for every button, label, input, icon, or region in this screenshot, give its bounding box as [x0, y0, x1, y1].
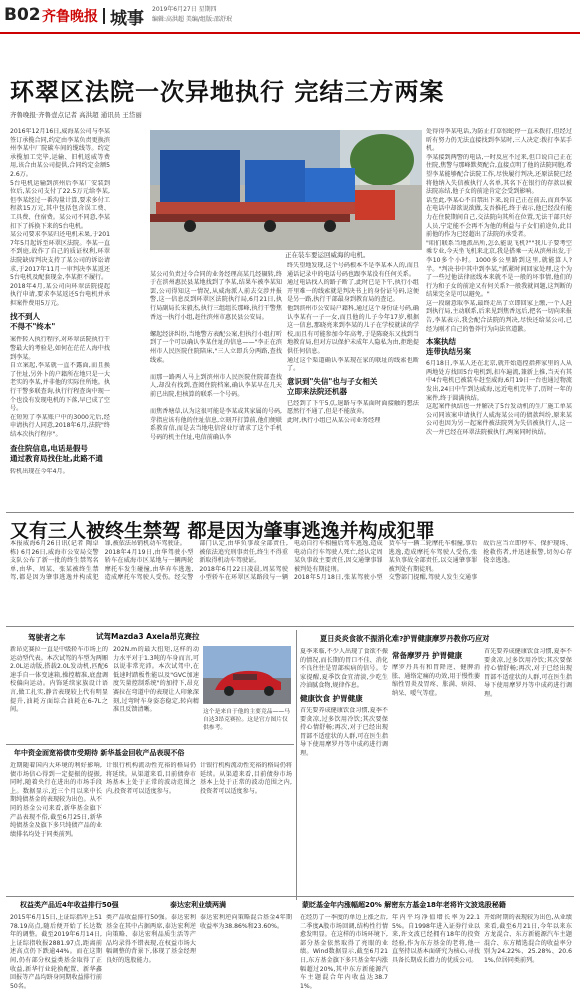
paragraph: 这起案件执结也一并解决了5台发动机的生厂施工单某公司同该案申请执行人威海某公司的债款纠纷,原来某公司也因为另一起案件被法院列为失信被执行人,这一次一并已经在环翠法院被执行,两案同时执结。	[426, 403, 572, 436]
section-title: 城事	[110, 9, 144, 29]
paragraph: 2016年12月16日,威海某公司与李某签订承揽合同,约定由李某负责更换滨州李某中厂院碳车间的缆线等。约定承揽加工完毕,运输、旧机返威等费用,该合由某公司提供,合同约定金额52.6万。	[10, 128, 110, 178]
article3-body2: 202N.m的最大扭矩,这样的动力水平对于1.3吨的车身而言,可以说非常充沛。本次试驾中,在低速时踏板性能以及"GVC加速度矢量控制系统"的加持下,昂克赛拉在弯道中的表现让人印象深刻,过弯时车身姿态稳定,转向精准且反馈清晰。	[113, 646, 199, 714]
paragraph: 6月18日,李某人还在北京,就开始遥控指挥家里的人从两地处方找回5台电机到,扣车遍流,兼新上推,当天有其中4台电机已被装车赶至威海,6月19日一台也通过物流发出,24日中午到达威海,远近电机完毕了,历时一年的案件,终于圆满执结。	[426, 360, 572, 402]
editor-line: 编辑:高洪超 美编/组版:邵舒珉	[152, 16, 232, 23]
paragraph: 已经到了下午5点,退路与李某面时面接触的想法愿然行不通了,但是不能放弃。	[287, 399, 419, 416]
article2-body: 本报威海6月26日讯(记者 陶卓栋) 6月26日,威海市公安局交警支队公布了新一批的终生禁驾名单,由华、周某、张某被终生禁驾,都是因为肇事逃逸并构成犯罪,被依法吊销机动车驾驶证。 2018年4月19日,由华驾驶小型轿车在威海市区某地与一辆两轮摩托车发生碰撞,由华弃车逃逸,造成摩托车驾驶人受伤。经交警部门认定,由华负事故全部责任,被依法追究刑事责任,终生不得重新取得机动车驾驶证。 2018年6月22日凌晨,周某驾驶小型轿车在环翠区某路段与一辆电动自行车相撞后驾车逃逸,造成电动自行车驾驶人死亡,经认定周某负事故主要责任,因交通肇事罪被判处有期徒刑。 2018年5月18日,张某驾驶小型货车与一辆二轮摩托车相撞,事后逃逸,造成摩托车驾驶人受伤,张某负事故全部责任,以交通肇事罪被判处有期徒刑。 交警部门提醒,驾驶人发生交通事故后应当立即停车、保护现场、抢救伤者,并迅速报警,切勿心存侥幸逃逸。	[10, 540, 572, 582]
article3-kicker: 驾驶者之车	[28, 633, 66, 642]
subheading: 健康饮食 护胃健康	[300, 693, 363, 703]
paragraph: 通过电话找人的路子断了,此时已是下午,执行小组开里难一的线索就是判决书上的身份证号码,这便是另一路,执行干部最身到教育局的查记。	[287, 279, 419, 304]
subheading: 找不到人 不得不"终本"	[10, 312, 56, 332]
paragraph: 首先要养成健康饮食习惯,夏季不要贪凉,过多饮用冷饮;其次要保持心情舒畅;再次,对于已经出现胃部不适症状的人群,可在医生指导下使用摩罗丹等中成药进行调理。	[300, 706, 388, 757]
paragraph: 通过这个渠道确认李某现在家的联址的线索也断了。	[287, 356, 419, 373]
car-photo	[203, 646, 291, 704]
article6-headline: 权益类产品近4年收益排行50强	[20, 901, 119, 909]
article3-headline: 试驾Mazda3 Axela昂克赛拉	[96, 632, 200, 641]
paragraph: 他到滨州市公安局户籍科,通过这个身份证号码,确认李某有一子一女,而且他的儿子今年17岁,根据这一信息,那晓亮来到李某的儿子在学校就读的学校,而且有可能参加今年高考,于是陈晓东又找到当地教育局,但对方以保护未成年人隐私为由,拒绝提供任何信息。	[287, 304, 419, 355]
paragraph: 转机出现在今年4月。	[10, 467, 69, 475]
article7-headline: 泰达宏利业绩两满	[170, 901, 226, 909]
subheading: 本案执结 连带执结另案	[426, 337, 471, 357]
article5-body3: 计银行机构流动性充裕的格局仍将延续。从渠道来看,目前债券市场基本上处于正常的波动范围之内,投资者可以适度参与。	[200, 762, 292, 795]
issue-date: 2019年6月27日 星期四	[152, 6, 217, 13]
paragraph: 而那一路两人马上到滨州市人民医院住院部查找人,却没有找到,查阅住院档案,确认李某早在几天前已出院,但核算的联系一个号码。	[150, 373, 282, 398]
paragraph: 某公司负责过今合同的业务经理高某几经辗转,终于在滨州惠民县某地找到了李某,结果车被李某知罢,公司得知这一情况,从威海派人前去交涉并报警,这一信息反到环翠区法院执行局,6月21日,执行局副局长宋毅杰,执行三组组长那峰,执行干警焦香远一执行小组,赶往滨州市惠民县公安局。	[150, 270, 282, 321]
subheading: 常备摩罗丹 护胃健康	[392, 651, 463, 660]
article1-headline: 环翠区法院一次异地执行 完结三方两案	[10, 77, 445, 106]
column-divider	[296, 630, 297, 900]
article2-headline: 又有三人被终生禁驾 都是因为肇事逃逸并构成犯罪	[10, 520, 435, 542]
article4-col1	[300, 648, 388, 888]
paragraph: 李某接到两警的电话,一时反应不过来,但口说自己正在住院,焦警与那峰默契配合,直接点明了他的法院同胞,希望李某能够配合法院工作,尽快履行判决,还原法院已经将他纳入失信被执行人名单,其名下在银行的存款以被法院冻结,他子女的前途肯定会受到影响。	[426, 153, 572, 196]
article1-col1	[10, 128, 110, 508]
divider	[6, 512, 574, 513]
paragraph: 而焦香塘草,认为这很可能是李某或其家属的号码,芽指应该有他的住址信息,立刻开打算前,他们便联系教育信,而是去当地电信营业厅请求了这个手机号码的机主住址,电信前确认李	[150, 408, 282, 441]
photo-caption: 正在装车要运回威海的电机。	[285, 251, 370, 259]
divider	[6, 744, 294, 745]
paragraph: 2018年4月,某公司向环翠法院提起执行申请,要求李某返还5台电机并承担案件费用5万元。	[10, 282, 110, 307]
article6-body: 2015年6月15日,上证综指冲上5178.19高点,随后便开始了长达数年的调整。截至2019年6月14日,上证综指收报2881.97点,距离前述高点仍下跌逾44%。而在这期间,仍有部分权益类基金取得了正收益,新华行业轮换配置、新华鑫回报等产品均跻身同期收益排行前50名。	[10, 914, 102, 990]
divider	[6, 626, 574, 627]
paragraph: "咱们联系当地派出所,怎么能说飞机?""我儿子要考空乘专业,今天坐飞机来北京,我是搭乘一天从滨州出发,于李10多个小时。1000多公里路到这里,就能算人?半。"判决书中其中到李某,"抓紧时间回家处理,这个为了一些过他法律底线本来就不是一般的坏事情,他们的行为和子女的前途又有何关系?一般我就问题,这判断的结果完全是可以避免。"	[426, 239, 572, 299]
paragraph: 5台电机运输到滨州后李某厂安装到位后,某公司支付了22.5万元给李某,但李某经过一番沟量计算,要求多付工程款15万元,其中包括包含误工费、工具费、住宿费。某公司不同意,李某扣下了拆换下来的5台电机。	[10, 179, 110, 230]
paragraph: 处得得李某电话,为防止打草惊蛇停一直未拨打,但经过昕有努力仍无法直接找到李某时,三人决定:拨打李某手机。	[426, 128, 572, 153]
page-number: B02	[4, 5, 41, 25]
truck-photo-image	[150, 130, 422, 250]
article8-body3: 开始时期的表现较为出色,从业绩来看,截至6月21日,今年以来东方龙混合、东方新能源汽车主题混合、东方精选混合的收益率分别为24.22%、25.28%、20.61%,位居同类前列。	[484, 914, 572, 964]
article1-col5	[426, 128, 572, 506]
article4-col3	[484, 648, 572, 888]
newspaper-logo: 齐鲁晚报	[42, 9, 98, 25]
paragraph: 夏季来临,不少人出现了食欲不振的情况,而长期的胃口不佳、消化不良往往是胃部疾病的信号。专家提醒,夏季饮食宜清淡,少吃生冷油腻食物,规律作息。	[300, 648, 388, 690]
paragraph: 话至此,李某心不自禁出下来,说自己正在前去,而真李某在电话中却欲说欲做,支吾推托,终于表示,他已经没有能力在住院期间自己,交法院向其所在位置,无法干部只好人员,宁定能不会再不为他的利益与子女们前途负,此目前他的作为已经超出了法院的承受者。	[426, 196, 572, 239]
article7-body: 类产品收益排行50强。泰达宏利基金在其中占据两席,泰达宏利逆向策略、泰达宏利品质生活等产品均录得不错表现,在权益市场大幅调整的背景下,体现了基金经理良好的选股能力。	[106, 914, 196, 964]
subheading: 查住院信息,电话是假号 通过教育局找住址,此路不通	[10, 443, 103, 463]
article4-headline: 夏日炎炎食欲不振消化难?护胃健康摩罗丹教你巧应对	[320, 634, 490, 643]
article5-body: 近期随着国内大环境的利好影响,债市场信心得到一定提振的提振,同时,随着央行在进出的市场手段上。数据显示,近三个月以来中长期纯债基金的表现较为出色。从不同的基金公司来看,新华基金旗下产品表现不俗,截至6月25日,新华纯债基金及旗下多只纯债产品的业绩排名均处于同类前列。	[10, 762, 102, 838]
paragraph: 摩罗丹具有和胃降逆、健脾消胀、通络定痛的功效,用于慢性萎缩性胃炎及胃疼、胀满、痞闷、纳呆、嗳气等症。	[392, 664, 480, 697]
paragraph: 终失望地发现,这个号码根本不是李某本人的,而且通话记录中的电话号码也跟李某没有任何关系。	[287, 262, 419, 278]
paragraph: 自立案起,李某就一直不露面,而且换了住址,另外卜的户籍所在地只是一大老实的李某,并非他的实际住所地。执行干警多联查询,执行行程查询中现一个也没有发现电机的下落,早已成了空号。	[10, 362, 110, 413]
article1-byline: 齐鲁晚报·齐鲁壹点记者 高洪超 通讯员 王岱丽	[10, 111, 142, 119]
article4-col2	[392, 648, 480, 888]
paragraph: 螺起经济纠纷,当地警方表配公案,但执行小组打听到了一个可以确认李某住址的信息——"李正在滨州市人民医院住院陪床,"三人立即兵分两路,查找线索。	[150, 330, 282, 364]
article1-col4	[287, 262, 419, 506]
car-photo-image	[203, 646, 291, 704]
paragraph: 在短短了李某账户中的3000元后,经申请执行人同意,2018年6月,法院"终结本次执行程序"。	[10, 413, 110, 438]
subheading: 意识到"失信"也与子女相关 立即来法院还机器	[287, 376, 378, 396]
paragraph: 案件转入执行程序,对环翠法院执行干警最大的考验是,如何在茫茫人海中找到李某。	[10, 336, 110, 361]
article8-headline: 蒙眨基金年内涨幅超20% 解密东方基金18年老将许文波选股秘籍	[302, 901, 506, 909]
article1-col3	[150, 262, 282, 506]
divider	[6, 896, 574, 897]
article5-body2: 计银行机构流动性充裕的格局仍将延续。从渠道来看,目前债券市场基本上处于正常的波动范围之内,投资者可以适度参与。	[106, 762, 196, 795]
paragraph: 首先要养成健康饮食习惯,夏季不要贪凉,过多饮用冷饮;其次要保持心情舒畅;再次,对于已经出现胃部不适症状的人群,可在医生指导下使用摩罗丹等中成药进行调理。	[484, 648, 572, 698]
car-photo-caption: 这个是来自于他的主要竞品——马自达3昂克赛拉。这是官方图片仅供参考。	[203, 709, 290, 731]
truck-photo	[150, 130, 422, 250]
paragraph: 这一段谢意取李某,最终走出了立即回家上缴,一个人赶到执行局,主动联系,后来见到焦香远后,把名一切向来报告,李某表示,我会配合法院的判决,尽快还给某公司,已经为刚才自己的鲁莽行为向法官道歉。	[426, 299, 572, 333]
article3-body: 新昂克赛拉一直是中级轿车市场上的运动型代表。本次试驾的车型为两厢2.0L运动版,搭载2.0L发动机,匹配6速手自一体变速箱,操控精准,底盘调校偏向运动。内饰延续家族设计语言,做工扎实,静音表现较上代有明显提升,油耗方面综合油耗在6-7L之间。	[10, 646, 108, 714]
paragraph: 此时,执行小组已从某公司业务经理	[287, 416, 381, 424]
article8-body2: 年内平均净值增长率为22.15%。自1998年进入证券行业以来,许文波已经拥有18年的投资经验,作为东方基金的老将,他一直坚持以基本面研究为核心,寻找具备长期成长潜力的优质公司。	[392, 914, 480, 964]
article5-headline: 年中资金面宽裕债市受期待 新华基金回收产品表现不俗	[14, 749, 185, 757]
article8-body: 在经历了一季度的单边上涨之后,二季度A股市场回调,结构性行情愈发明显。在这样的市场环境下,部分基金依然取得了亮眼的业绩。Wind数据显示,截至6月21日,东方基金旗下多只基金年内涨幅超过20%,其中东方新能源汽车主题混合年内收益达38.71%。	[300, 914, 388, 990]
paragraph: 某公司要求李某归还电机未果,于2017年5月起诉至环翠区法院。李某一直不到庭,故作了自己的质证权利,环翠法院缺席判决支持了某公司的诉讼请求,于2017年11月一审判决李某返还5台电机及配套现金,李某拒不履行。	[10, 231, 110, 282]
header-divider	[103, 8, 105, 24]
article7-body2: 泰达宏利逆向策略混合基金4年期收益率为38.86%和23.60%。	[200, 914, 292, 930]
